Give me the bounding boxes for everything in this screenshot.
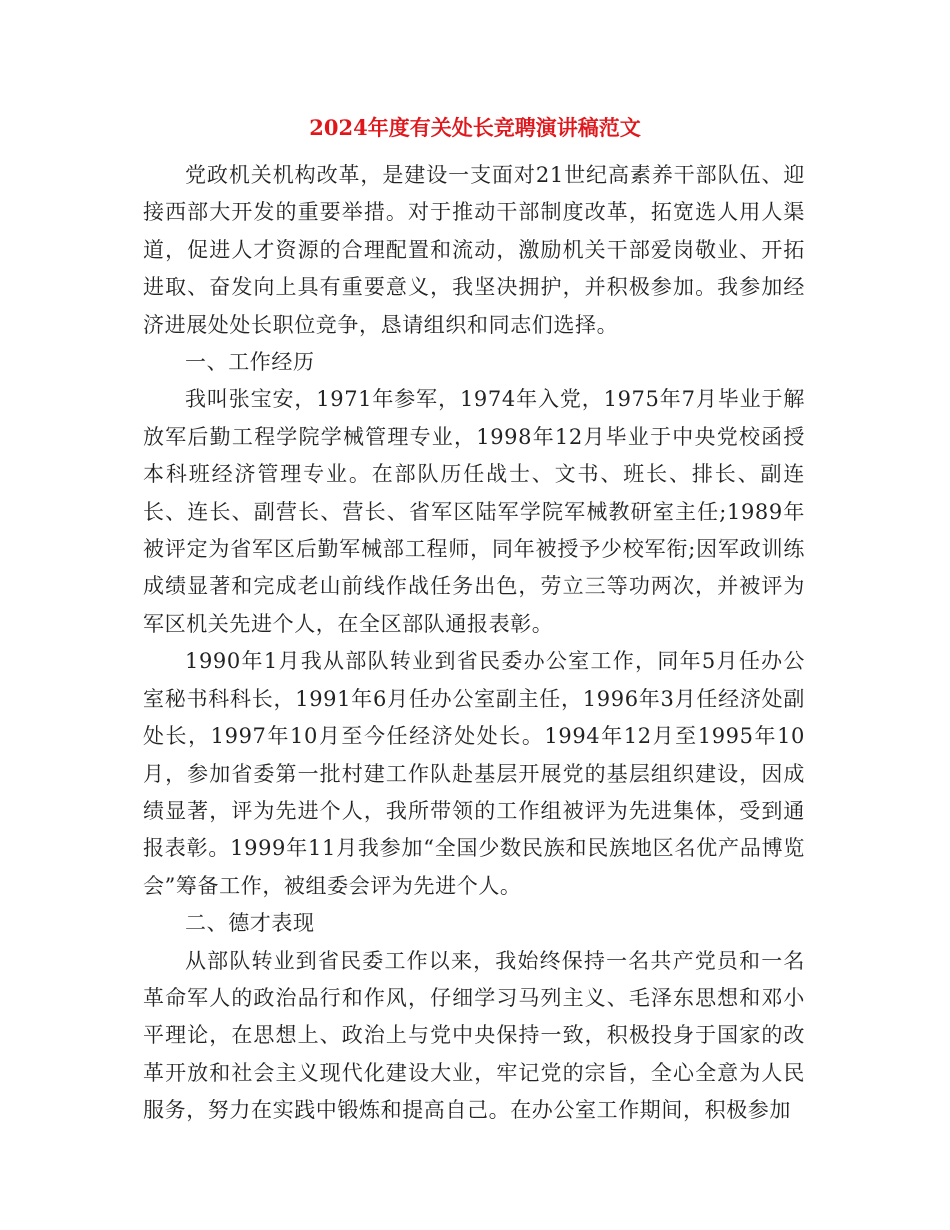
section-heading-virtue-talent: 二、德才表现 (185, 911, 315, 936)
paragraph-work-history: 我叫张宝安，1971年参军，1974年入党，1975年7月毕业于解放军后勤工程学院学械管理专业，1998年12月毕业于中央党校函授本科班经济管理专业。在部队历任战士、文书、班长、排长、副连长、连长、副营长、营长、省军区陆军学院军械教研室主任;1989年被评定为省军区后勤军械部工程师，同年被授予少校军衔;因军政训练成绩显著和完成老山前线作战任务出色，劳立三等功两次，并被评为军区机关先进个人，在全区部队通报表彰。 (143, 387, 805, 636)
paragraph-civil-career: 1990年1月我从部队转业到省民委办公室工作，同年5月任办公室秘书科科长，1991年6月任办公室副主任，1996年3月任经济处副处长，1997年10月至今任经济处处长。1994年12月至1995年10月，参加省委第一批村建工作队赴基层开展党的基层组织建设，因成绩显著，评为先进个人，我所带领的工作组被评为先进集体，受到通报表彰。1999年11月我参加“全国少数民族和民族地区名优产品博览会”筹备工作，被组委会评为先进个人。 (143, 649, 805, 898)
document-title: 2024年度有关处长竞聘演讲稿范文 (309, 115, 641, 140)
section-heading-work-experience: 一、工作经历 (185, 350, 315, 375)
paragraph-intro: 党政机关机构改革，是建设一支面对21世纪高素养干部队伍、迎接西部大开发的重要举措。对于推动干部制度改革，拓宽选人用人渠道，促进人才资源的合理配置和流动，激励机关干部爱岗敬业、开拓进取、奋发向上具有重要意义，我坚决拥护，并积极参加。我参加经济进展处处长职位竞争，恳请组织和同志们选择。 (143, 163, 805, 337)
paragraph-virtue-performance: 从部队转业到省民委工作以来，我始终保持一名共产党员和一名革命军人的政治品行和作风，仔细学习马列主义、毛泽东思想和邓小平理论，在思想上、政治上与党中央保持一致，积极投身于国家的改革开放和社会主义现代化建设大业，牢记党的宗旨，全心全意为人民服务，努力在实践中锻炼和提高自己。在办公室工作期间，积极参加 (143, 948, 805, 1123)
document-body (143, 157, 805, 1130)
